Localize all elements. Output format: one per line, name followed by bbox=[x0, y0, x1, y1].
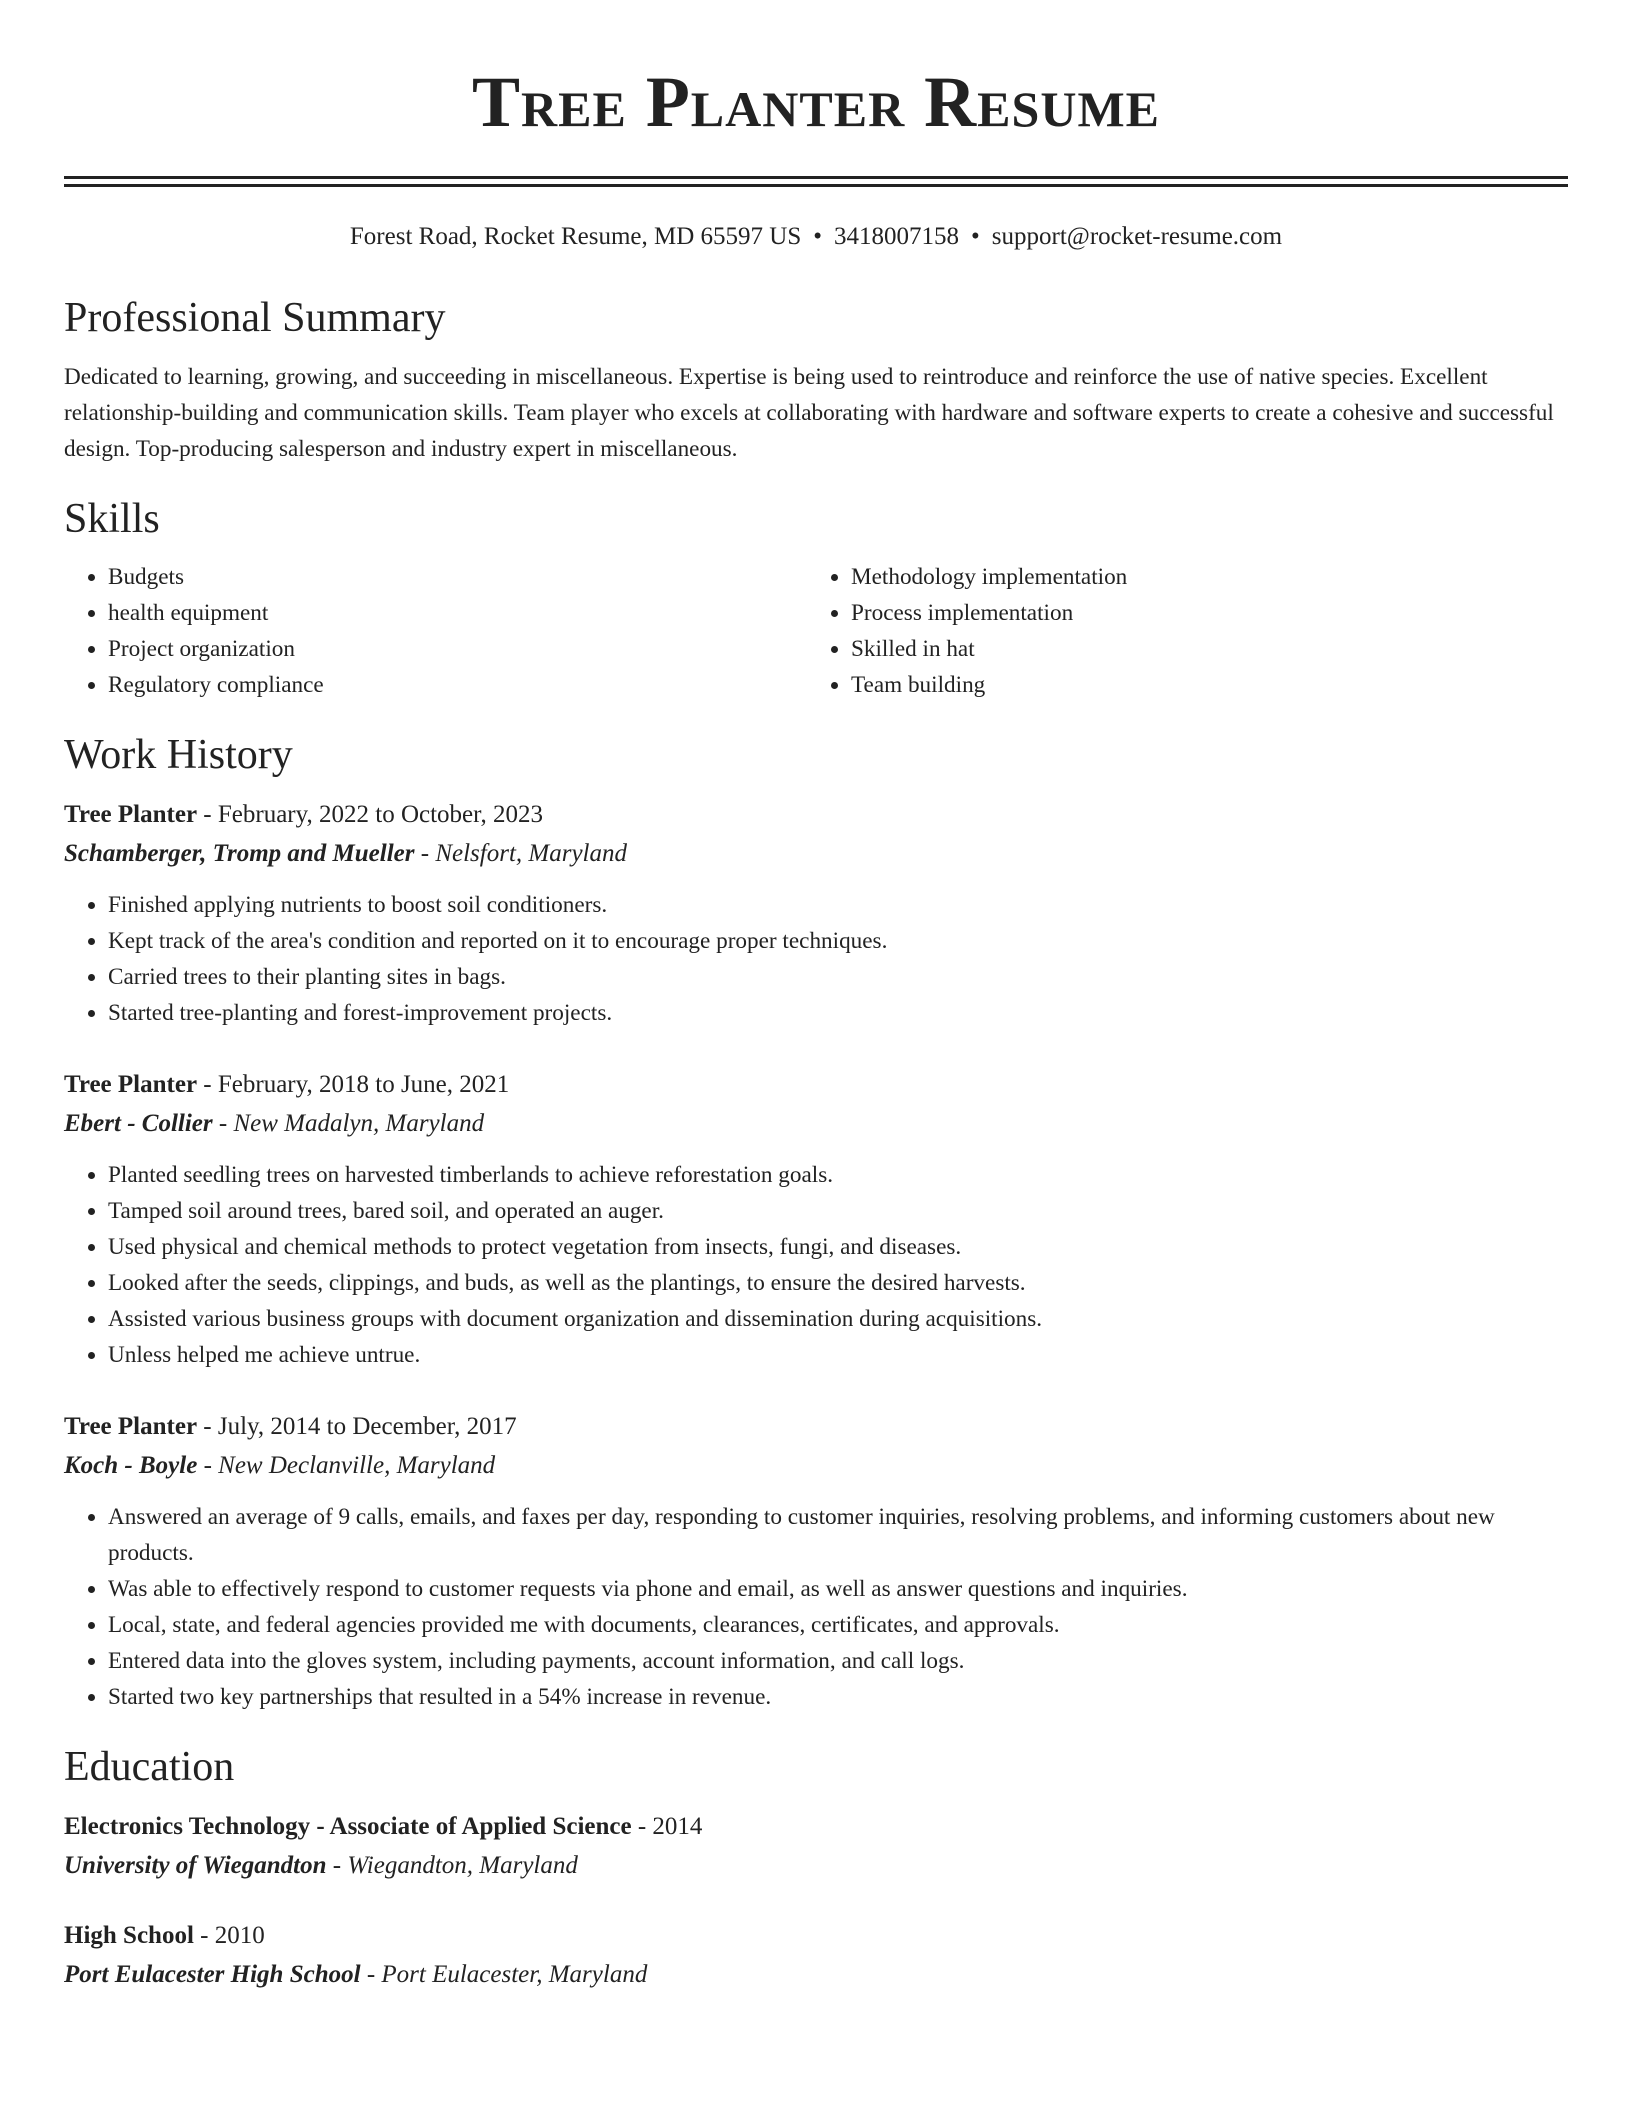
contact-email: support@rocket-resume.com bbox=[991, 223, 1283, 250]
job-company: Ebert - Collier bbox=[64, 1110, 213, 1137]
job-location: New Declanville, Maryland bbox=[218, 1452, 496, 1479]
job-bullet: • Unless helped me achieve untrue. bbox=[108, 1337, 1568, 1373]
job-company-line: Koch - Boyle - New Declanville, Maryland bbox=[64, 1452, 496, 1479]
job-bullet: • Answered an average of 9 calls, emails, and faxes per day, responding to customer inquiries, resolving problems, and informing customers about new products. bbox=[108, 1499, 1568, 1571]
job-bullet: • Started two key partnerships that resulted in a 54% increase in revenue. bbox=[108, 1679, 1568, 1715]
education-heading: Education bbox=[64, 1744, 235, 1790]
job-location: Nelsfort, Maryland bbox=[435, 840, 627, 867]
work-history-heading: Work History bbox=[64, 732, 293, 778]
job-bullet: • Kept track of the area's condition and reported on it to encourage proper techniques. bbox=[108, 923, 1568, 959]
job-title-line: Tree Planter - July, 2014 to December, 2017 bbox=[64, 1413, 517, 1440]
job-company-line: Schamberger, Tromp and Mueller - Nelsfort, Maryland bbox=[64, 840, 627, 867]
page-title: Tree Planter Resume bbox=[472, 62, 1160, 142]
job-company: Koch - Boyle bbox=[64, 1452, 198, 1479]
summary-heading: Professional Summary bbox=[64, 295, 446, 341]
education-school-line: University of Wiegandton - Wiegandton, Maryland bbox=[64, 1852, 578, 1879]
job-entry bbox=[64, 795, 1568, 1031]
job-bullet: • Carried trees to their planting sites in bags. bbox=[108, 959, 1568, 995]
job-entry bbox=[64, 1407, 1568, 1715]
job-company: Schamberger, Tromp and Mueller bbox=[64, 840, 415, 867]
skill-item: • Methodology implementation bbox=[851, 559, 1550, 595]
contact-line bbox=[64, 220, 1568, 254]
job-company-line: Ebert - Collier - New Madalyn, Maryland bbox=[64, 1110, 485, 1137]
skills-heading: Skills bbox=[64, 496, 160, 542]
job-bullet: • Finished applying nutrients to boost soil conditioners. bbox=[108, 887, 1568, 923]
job-location: New Madalyn, Maryland bbox=[233, 1110, 485, 1137]
education-school-line: Port Eulacester High School - Port Eulacester, Maryland bbox=[64, 1961, 648, 1988]
job-title: Tree Planter bbox=[64, 1413, 198, 1440]
education-entry bbox=[64, 1916, 1568, 1994]
education-year: 2014 bbox=[652, 1813, 703, 1840]
education-section bbox=[64, 1741, 1568, 1994]
job-title: Tree Planter bbox=[64, 1071, 198, 1098]
education-location: Port Eulacester, Maryland bbox=[381, 1961, 648, 1988]
education-degree: High School bbox=[64, 1922, 194, 1949]
job-title: Tree Planter bbox=[64, 801, 198, 828]
skills-grid bbox=[64, 559, 1568, 703]
education-degree-line: High School - 2010 bbox=[64, 1922, 265, 1949]
skill-item: • Project organization bbox=[108, 631, 807, 667]
summary-text: Dedicated to learning, growing, and succeeding in miscellaneous. Expertise is being used to reintroduce and reinforce the use of native species. Excellent relationship-building and communication skills. Team player who excels at collaborating with hardware and software experts to create a cohesive and successful design. Top-producing salesperson and industry expert in miscellaneous. bbox=[64, 364, 1554, 462]
skill-item: • Skilled in hat bbox=[851, 631, 1550, 667]
education-school: University of Wiegandton bbox=[64, 1852, 327, 1879]
job-bullet: • Tamped soil around trees, bared soil, and operated an auger. bbox=[108, 1193, 1568, 1229]
job-bullet: • Planted seedling trees on harvested timberlands to achieve reforestation goals. bbox=[108, 1157, 1568, 1193]
contact-address: Forest Road, Rocket Resume, MD 65597 US bbox=[349, 223, 802, 250]
skills-list-right bbox=[807, 559, 1550, 703]
job-bullets bbox=[64, 1157, 1568, 1373]
job-entry bbox=[64, 1065, 1568, 1373]
education-degree-line: Electronics Technology - Associate of Applied Science - 2014 bbox=[64, 1813, 703, 1840]
skills-list-left bbox=[64, 559, 807, 703]
job-dates: February, 2018 to June, 2021 bbox=[217, 1071, 510, 1098]
job-bullet: • Was able to effectively respond to customer requests via phone and email, as well as answer questions and inquiries. bbox=[108, 1571, 1568, 1607]
title-double-rule bbox=[64, 176, 1568, 187]
contact-separator: • bbox=[813, 223, 823, 250]
job-bullet: • Started tree-planting and forest-improvement projects. bbox=[108, 995, 1568, 1031]
skill-item: • Regulatory compliance bbox=[108, 667, 807, 703]
skill-item: • Team building bbox=[851, 667, 1550, 703]
job-bullets bbox=[64, 1499, 1568, 1715]
work-history-section bbox=[64, 729, 1568, 1715]
job-dates: July, 2014 to December, 2017 bbox=[217, 1413, 517, 1440]
contact-separator: • bbox=[971, 223, 980, 250]
education-school: Port Eulacester High School bbox=[64, 1961, 361, 1988]
job-bullet: • Local, state, and federal agencies provided me with documents, clearances, certificates, and approvals. bbox=[108, 1607, 1568, 1643]
skills-section bbox=[64, 493, 1568, 703]
summary-section bbox=[64, 292, 1568, 467]
job-bullet: • Assisted various business groups with document organization and dissemination during acquisitions. bbox=[108, 1301, 1568, 1337]
education-entry bbox=[64, 1807, 1568, 1885]
skill-item: • Process implementation bbox=[851, 595, 1550, 631]
education-degree: Electronics Technology - Associate of Applied Science bbox=[64, 1813, 632, 1840]
skill-item: • health equipment bbox=[108, 595, 807, 631]
job-bullet: • Looked after the seeds, clippings, and buds, as well as the plantings, to ensure the desired harvests. bbox=[108, 1265, 1568, 1301]
education-location: Wiegandton, Maryland bbox=[347, 1852, 578, 1879]
job-dates: February, 2022 to October, 2023 bbox=[217, 801, 543, 828]
job-title-line: Tree Planter - February, 2022 to October, 2023 bbox=[64, 801, 543, 828]
job-title-line: Tree Planter - February, 2018 to June, 2021 bbox=[64, 1071, 510, 1098]
education-year: 2010 bbox=[214, 1922, 265, 1949]
contact-phone: 3418007158 bbox=[834, 223, 960, 250]
job-bullet: • Entered data into the gloves system, including payments, account information, and call logs. bbox=[108, 1643, 1568, 1679]
job-bullets bbox=[64, 887, 1568, 1031]
skill-item: • Budgets bbox=[108, 559, 807, 595]
job-bullet: • Used physical and chemical methods to protect vegetation from insects, fungi, and diseases. bbox=[108, 1229, 1568, 1265]
